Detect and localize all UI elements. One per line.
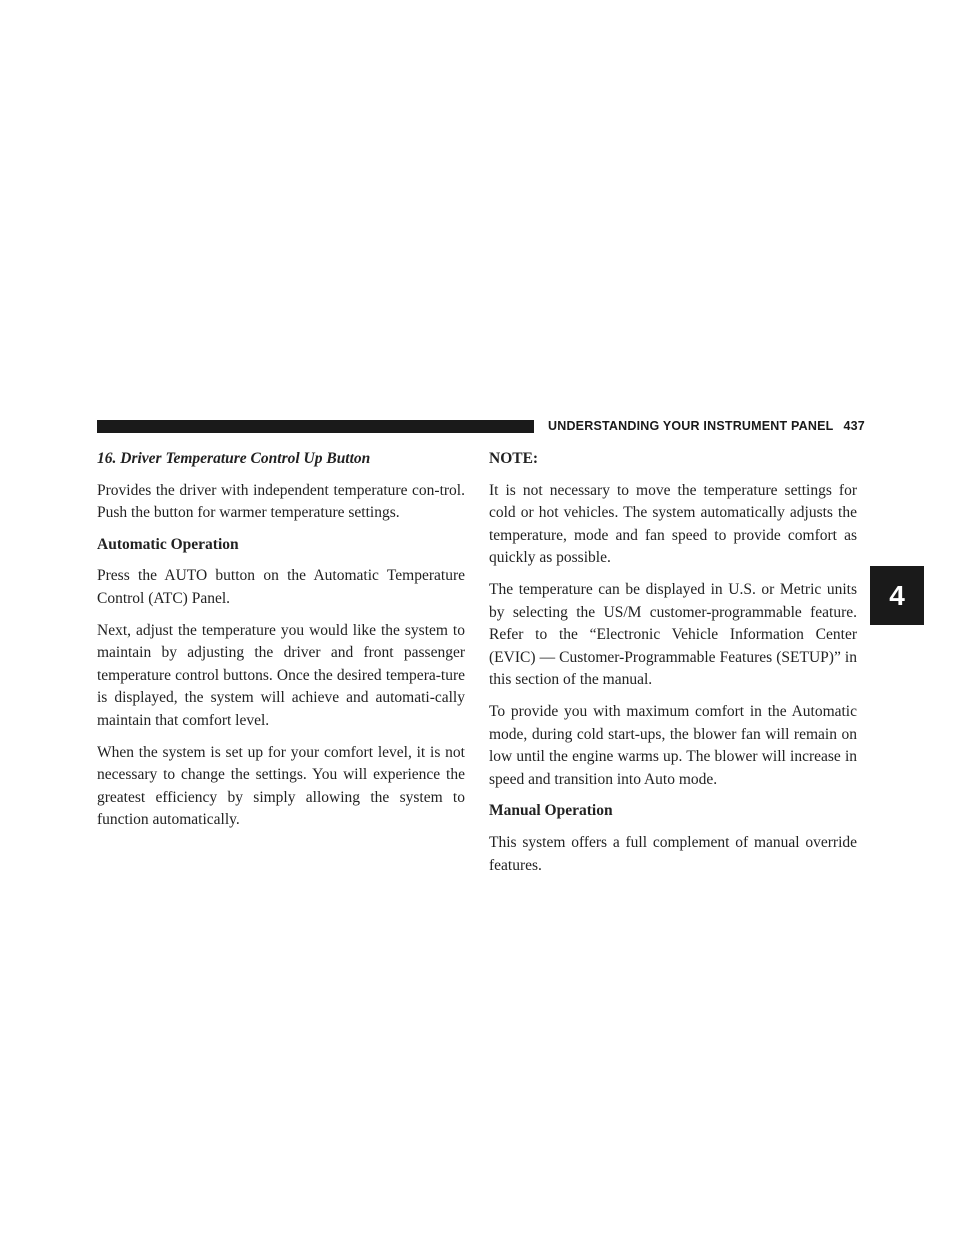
left-column: [97, 448, 465, 841]
note-label: NOTE:: [489, 450, 539, 467]
right-column: [489, 448, 857, 886]
paragraph: This system offers a full complement of manual override features.: [489, 833, 857, 874]
paragraph: The temperature can be displayed in U.S. or Metric units by selecting the US/M customer-programmable feature. Refer to the “Electronic Vehicle Information Center (EVIC) — Customer-Programmable Features (SETUP)” in this section of the manual.: [489, 580, 857, 689]
paragraph: Press the AUTO button on the Automatic Temperature Control (ATC) Panel.: [97, 567, 465, 607]
chapter-tab: 4: [870, 566, 924, 625]
paragraph: To provide you with maximum comfort in the Automatic mode, during cold start-ups, the blower fan will remain on low until the engine warms up. The blower will increase in speed and transition into Auto mode.: [489, 702, 857, 788]
subheading-automatic-operation: Automatic Operation: [97, 535, 239, 553]
page-number: 437: [843, 419, 865, 433]
subheading-manual-operation: Manual Operation: [489, 802, 613, 820]
section-heading: 16. Driver Temperature Control Up Button: [97, 450, 371, 467]
paragraph: It is not necessary to move the temperature settings for cold or hot vehicles. The system automatically adjusts the temperature, mode and fan speed to provide comfort as quickly as possible.: [489, 481, 857, 567]
paragraph: When the system is set up for your comfort level, it is not necessary to change the settings. You will experience the greatest efficiency by simply allowing the system to function automatically.: [97, 743, 465, 829]
running-header: [548, 419, 865, 433]
header-rule: [97, 420, 534, 433]
paragraph: Next, adjust the temperature you would like the system to maintain by adjusting the driver and front passenger temperature control buttons. Once the desired tempera-ture is displayed, the system will achieve and automati-cally maintain that comfort level.: [97, 621, 465, 729]
section-title: UNDERSTANDING YOUR INSTRUMENT PANEL: [548, 419, 834, 433]
paragraph: Provides the driver with independent temperature con-trol. Push the button for warmer temperature settings.: [97, 481, 465, 522]
